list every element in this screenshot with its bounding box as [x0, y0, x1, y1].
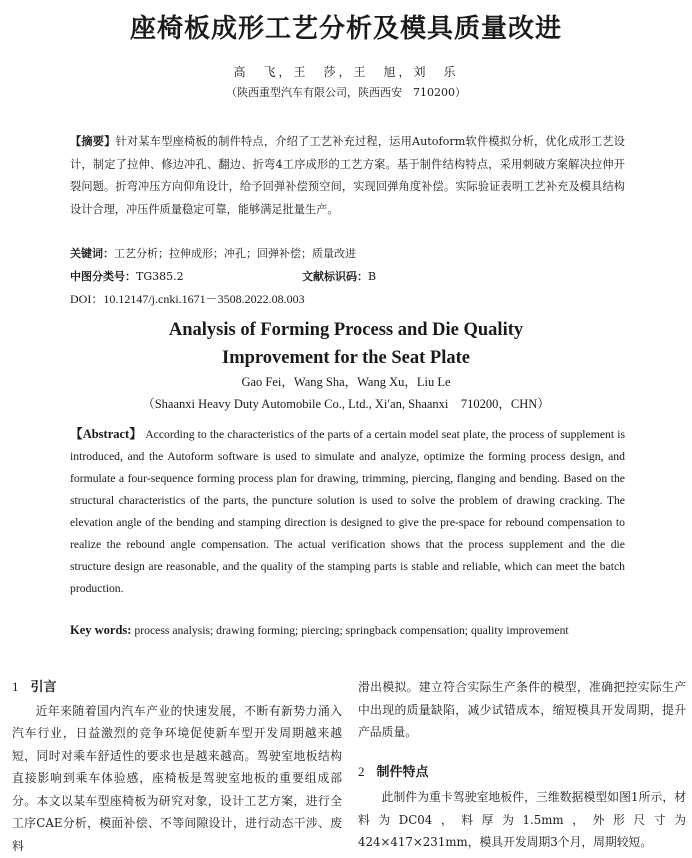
keywords-cn-text: 工艺分析；拉伸成形；冲孔；回弹补偿；质量改进 — [114, 247, 356, 260]
keywords-cn-label: 关键词： — [70, 247, 114, 260]
abstract-cn-label: 【摘要】 — [70, 135, 116, 148]
affiliation-cn: （陕西重型汽车有限公司，陕西西安 710200） — [226, 86, 466, 99]
doc-code-value: B — [368, 270, 377, 283]
affiliation-en: （Shaanxi Heavy Duty Automobile Co., Ltd., Xi′an, Shaanxi 710200，CHN） — [142, 397, 550, 411]
title-en-line1: Analysis of Forming Process and Die Quality — [168, 320, 524, 340]
authors-en: Gao Fei，Wang Sha，Wang Xu，Liu Le — [241, 375, 451, 389]
doi-label: DOI： — [70, 292, 104, 306]
doc-code — [302, 268, 376, 284]
clc-label: 中图分类号： — [70, 270, 136, 283]
keywords-cn — [70, 245, 625, 261]
section1-title: 引言 — [30, 680, 57, 695]
section1-paragraph-left: 近年来随着国内汽车产业的快速发展，不断有新势力涌入汽车行业，日益激烈的竞争环境促使新车型开发周期越来越短，同时对乘车舒适性的要求也是越来越高。驾驶室地板结构直接影响到乘车体验感，座椅板是驾驶室地板的重要组成部分。本文以某车型座椅板为研究对象，设计工艺方案，进行全工序CAE分析，模面补偿、不等间隙设计，进行动态干涉、废料 — [12, 703, 342, 853]
abstract-en-label: 【Abstract】 — [70, 427, 143, 441]
keywords-en — [70, 619, 625, 642]
abstract-cn-text: 针对某车型座椅板的制件特点，介绍了工艺补充过程，运用Autoform软件模拟分析，优化成形工艺设计，制定了拉伸、修边冲孔、翻边、折弯4工序成形的工艺方案。基于制件结构特点，采用刺破方案解决拉伸开裂问题。折弯冲压方向仰角设计，给予回弹补偿预空间，实现回弹角度补偿。实际验证表明工艺补充及模具结构设计合理，冲压件质量稳定可靠，能够满足批量生产。 — [70, 135, 625, 216]
doc-code-label: 文献标识码： — [302, 270, 368, 283]
keywords-en-label: Key words: — [70, 623, 132, 637]
abstract-en — [70, 423, 625, 600]
doi — [70, 290, 625, 307]
title-cn: 座椅板成形工艺分析及模具质量改进 — [129, 14, 562, 44]
section2-paragraph: 此制件为重卡驾驶室地板件，三维数据模型如图1所示，材料为DC04，料厚为1.5mm，外形尺寸为424×417×231mm，模具开发周期3个月，周期较短。 — [358, 790, 686, 849]
section1-paragraph-right: 滑出模拟。建立符合实际生产条件的模型，准确把控实际生产中出现的质量缺陷，减少试错成本，缩短模具开发周期，提升产品质量。 — [358, 680, 686, 739]
doi-value: 10.12147/j.cnki.1671－3508.2022.08.003 — [103, 292, 305, 306]
section2-number: 2 — [358, 763, 365, 779]
clc-value: TG385.2 — [136, 270, 184, 283]
section1-heading — [12, 676, 342, 700]
title-en — [0, 316, 692, 372]
column-left — [12, 676, 342, 857]
authors-cn: 高 飞，王 莎，王 旭，刘 乐 — [233, 65, 459, 79]
abstract-en-text: According to the characteristics of the parts of a certain model seat plate, the process of supplement is introduced, and the Autoform software is used to simulate and analyze, optimize the forming process design, and formulate a four-sequence forming process plan for drawing, trimming, piercing, flanging and bending. Based on the structural characteristics of the parts, the puncture solution is used to solve the problem of drawing cracking. The elevation angle of the bending and stamping direction is designed to give the pre-space for rebound compensation to realize the rebound angle compensation. The actual verification shows that the process supplement and the die structure design are reasonable, and the quality of the stamping parts is stable and reliable, which can meet the batch production. — [70, 428, 626, 595]
abstract-cn — [70, 131, 625, 221]
title-en-line2: Improvement for the Seat Plate — [222, 348, 470, 368]
section2-heading — [358, 761, 686, 785]
section1-number: 1 — [12, 679, 19, 694]
section2-title: 制件特点 — [376, 764, 429, 780]
classification-line — [70, 268, 625, 284]
keywords-en-text: process analysis; drawing forming; piercing; springback compensation; quality improvement — [134, 624, 569, 637]
column-right — [358, 676, 686, 854]
